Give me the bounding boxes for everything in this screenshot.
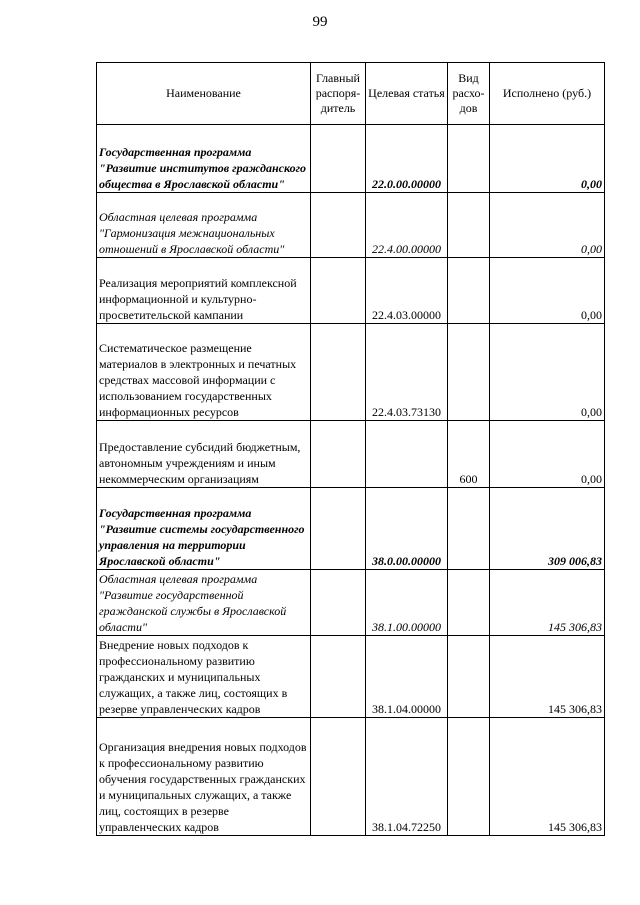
row-target-article: 38.1.04.00000 <box>366 636 448 718</box>
table-row <box>97 718 605 836</box>
row-target-article: 22.0.00.00000 <box>366 125 448 193</box>
row-executed: 145 306,83 <box>490 570 605 636</box>
header-expense-type: Вид расхо-дов <box>448 63 490 125</box>
row-target-article: 38.1.00.00000 <box>366 570 448 636</box>
row-expense-type <box>448 324 490 421</box>
row-main-manager <box>311 193 366 258</box>
row-executed: 0,00 <box>490 421 605 488</box>
row-expense-type <box>448 636 490 718</box>
table-row <box>97 125 605 193</box>
row-executed: 0,00 <box>490 193 605 258</box>
row-target-article: 38.1.04.72250 <box>366 718 448 836</box>
row-executed: 0,00 <box>490 125 605 193</box>
row-executed: 145 306,83 <box>490 636 605 718</box>
row-target-article: 22.4.00.00000 <box>366 193 448 258</box>
row-main-manager <box>311 488 366 570</box>
row-executed: 0,00 <box>490 324 605 421</box>
row-expense-type <box>448 718 490 836</box>
table-row <box>97 488 605 570</box>
expenditure-table <box>96 62 605 836</box>
row-name: Государственная программа "Развитие институтов гражданского общества в Ярославской области" <box>97 125 311 193</box>
row-main-manager <box>311 636 366 718</box>
row-target-article: 22.4.03.00000 <box>366 258 448 324</box>
header-main-manager: Главный распоря-дитель <box>311 63 366 125</box>
row-expense-type: 600 <box>448 421 490 488</box>
row-executed: 0,00 <box>490 258 605 324</box>
header-executed: Исполнено (руб.) <box>490 63 605 125</box>
row-main-manager <box>311 258 366 324</box>
row-main-manager <box>311 570 366 636</box>
table-row <box>97 258 605 324</box>
row-target-article: 22.4.03.73130 <box>366 324 448 421</box>
table-row <box>97 193 605 258</box>
row-name: Предоставление субсидий бюджетным, автономным учреждениям и иным некоммерческим организациям <box>97 421 311 488</box>
row-expense-type <box>448 193 490 258</box>
row-name: Внедрение новых подходов к профессиональному развитию гражданских и муниципальных служащих, а также лиц, состоящих в резерве управленческих кадров <box>97 636 311 718</box>
row-main-manager <box>311 718 366 836</box>
row-name: Реализация мероприятий комплексной информационной и культурно-просветительской кампании <box>97 258 311 324</box>
row-expense-type <box>448 125 490 193</box>
table-row <box>97 421 605 488</box>
header-target-article: Целевая статья <box>366 63 448 125</box>
row-target-article: 38.0.00.00000 <box>366 488 448 570</box>
row-expense-type <box>448 258 490 324</box>
row-name: Областная целевая программа "Гармонизация межнациональных отношений в Ярославской области" <box>97 193 311 258</box>
row-name: Систематическое размещение материалов в электронных и печатных средствах массовой информации с использованием государственных информационных ресурсов <box>97 324 311 421</box>
page-number: 99 <box>312 14 328 30</box>
row-main-manager <box>311 324 366 421</box>
row-name: Государственная программа "Развитие системы государственного управления на территории Ярославской области" <box>97 488 311 570</box>
table-row <box>97 636 605 718</box>
row-main-manager <box>311 125 366 193</box>
table-row <box>97 570 605 636</box>
row-expense-type <box>448 570 490 636</box>
row-expense-type <box>448 488 490 570</box>
table-row <box>97 324 605 421</box>
header-name: Наименование <box>97 63 311 125</box>
row-executed: 309 006,83 <box>490 488 605 570</box>
row-main-manager <box>311 421 366 488</box>
row-name: Областная целевая программа "Развитие государственной гражданской службы в Ярославской области" <box>97 570 311 636</box>
row-executed: 145 306,83 <box>490 718 605 836</box>
row-target-article <box>366 421 448 488</box>
row-name: Организация внедрения новых подходов к профессиональному развитию обучения государственных гражданских и муниципальных служащих, а также лиц, состоящих в резерве управленческих кадров <box>97 718 311 836</box>
